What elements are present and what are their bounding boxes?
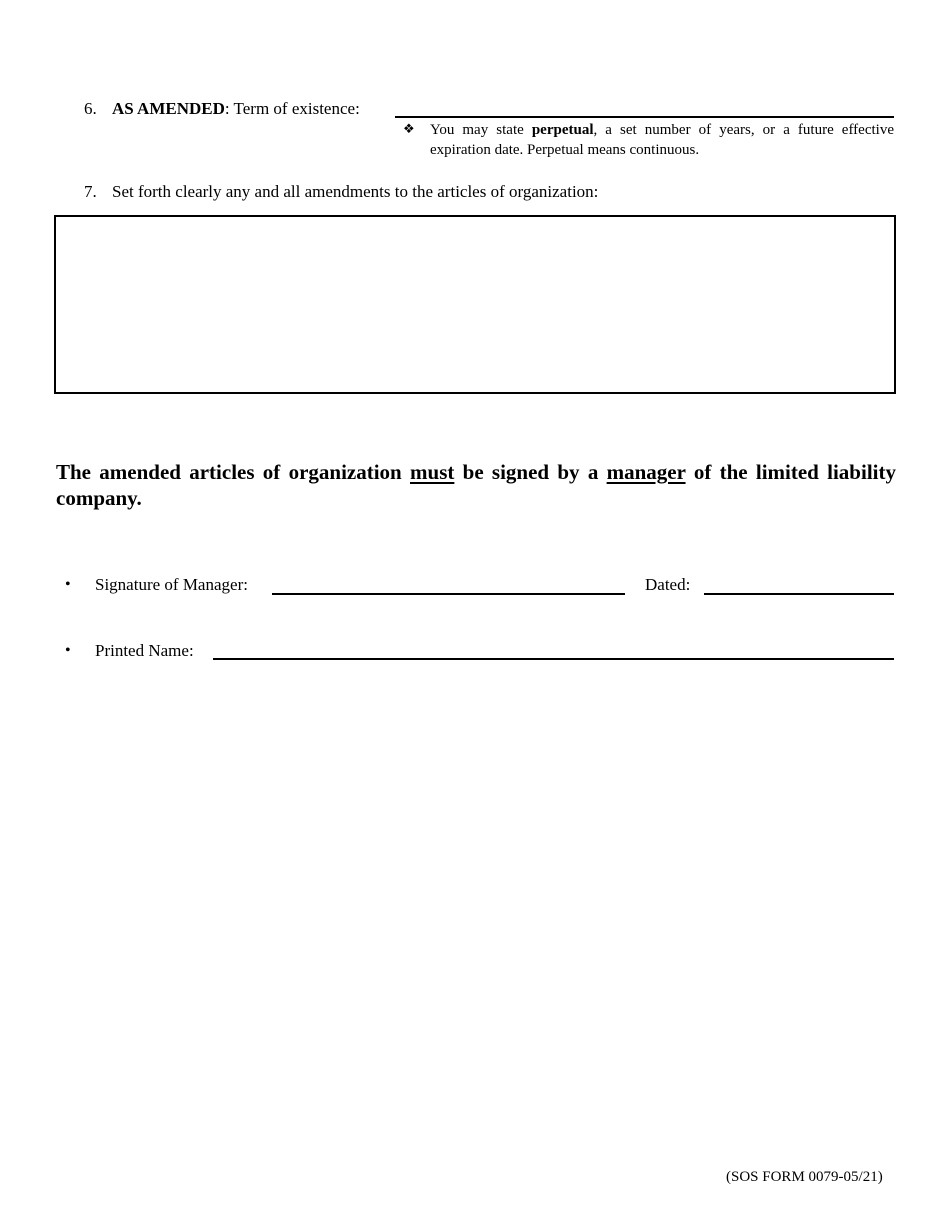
dated-label: Dated: [645,575,691,594]
notice-must: must [410,460,455,484]
signature-notice [56,459,896,511]
item-6-bold-label: AS AMENDED [112,99,225,118]
notice-part2: be signed by a [454,460,607,484]
item-6-number: 6. [84,99,97,118]
term-note-bold: perpetual [531,122,594,138]
item-7-label: Set forth clearly any and all amendments to the articles of organization: [112,182,599,201]
term-note-part1: You may state [430,122,532,138]
bullet-icon: • [65,576,71,593]
diamond-bullet-icon: ❖ [403,121,415,136]
term-of-existence-field[interactable] [395,116,894,118]
notice-manager: manager [606,460,686,484]
signature-field[interactable] [272,593,625,595]
printed-name-field[interactable] [213,658,894,660]
form-id: (SOS FORM 0079-05/21) [726,1169,883,1185]
notice-part3: of the limited liability company. [56,460,896,510]
item-7-number: 7. [84,182,97,201]
item-6-label [112,99,360,119]
amendments-textbox[interactable] [54,215,896,394]
bullet-icon: • [65,642,71,659]
printed-name-label: Printed Name: [95,641,194,660]
signature-label: Signature of Manager: [95,575,248,594]
item-6-label-rest: : Term of existence: [224,99,360,118]
dated-field[interactable] [704,593,894,595]
notice-part1: The amended articles of organization [56,460,411,484]
term-note-part2: , a set number of years, or a future effective expiration date. Perpetual means continuous. [430,122,894,158]
term-note [430,120,894,160]
